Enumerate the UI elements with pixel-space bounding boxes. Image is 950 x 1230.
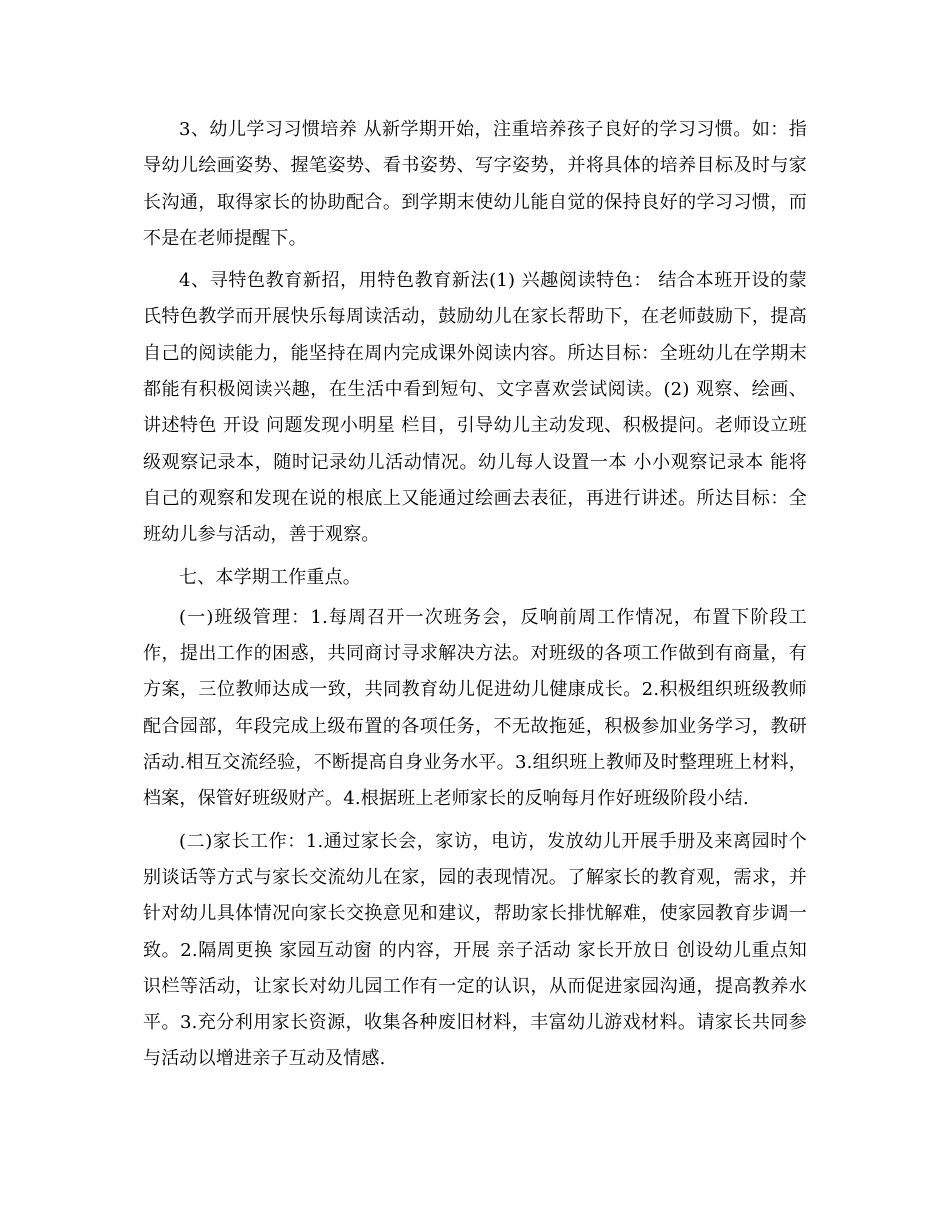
paragraph-special-education: 4、寻特色教育新招，用特色教育新法(1) 兴趣阅读特色： 结合本班开设的蒙氏特色教学而开展快乐每周读活动，鼓励幼儿在家长帮助下，在老师鼓励下，提高自己的阅读能力，能坚持在周内完成课外阅读内容。所达目标：全班幼儿在学期末都能有积极阅读兴趣，在生活中看到短句、文字喜欢尝试阅读。(2) 观察、绘画、讲述特色 开设 问题发现小明星 栏目，引导幼儿主动发现、积极提问。老师设立班级观察记录本，随时记录幼儿活动情况。幼儿每人设置一本 小小观察记录本 能将自己的观察和发现在说的根底上又能通过绘画去表征，再进行讲述。所达目标：全班幼儿参与活动，善于观察。 bbox=[143, 270, 807, 546]
document-body bbox=[143, 112, 807, 1084]
paragraph-parent-work: (二)家长工作：1.通过家长会，家访，电访，发放幼儿开展手册及来离园时个别谈话等方式与家长交流幼儿在家，园的表现情况。了解家长的教育观，需求，并针对幼儿具体情况向家长交换意见和建议，帮助家长排忧解难，使家园教育步调一致。2.隔周更换 家园互动窗 的内容，开展 亲子活动 家长开放日 创设幼儿重点知识栏等活动，让家长对幼儿园工作有一定的认识，从而促进家园沟通，提高教养水平。3.充分利用家长资源，收集各种废旧材料，丰富幼儿游戏材料。请家长共同参与活动以增进亲子互动及情感. bbox=[143, 830, 807, 1070]
paragraph-class-management: (一)班级管理：1.每周召开一次班务会，反响前周工作情况，布置下阶段工作，提出工作的困惑，共同商讨寻求解决方法。对班级的各项工作做到有商量，有方案，三位教师达成一致，共同教育幼儿促进幼儿健康成长。2.积极组织班级教师配合园部，年段完成上级布置的各项任务，不无故拖延，积极参加业务学习，教研活动.相互交流经验，不断提高自身业务水平。3.组织班上教师及时整理班上材料，档案，保管好班级财产。4.根据班上老师家长的反响每月作好班级阶段小结. bbox=[143, 606, 807, 810]
section-heading-work-focus: 七、本学期工作重点。 bbox=[179, 566, 361, 588]
paragraph-learning-habits: 3、幼儿学习习惯培养 从新学期开始，注重培养孩子良好的学习习惯。如：指导幼儿绘画姿势、握笔姿势、看书姿势、写字姿势，并将具体的培养目标及时与家长沟通，取得家长的协助配合。到学期末使幼儿能自觉的保持良好的学习习惯，而不是在老师提醒下。 bbox=[143, 119, 807, 249]
